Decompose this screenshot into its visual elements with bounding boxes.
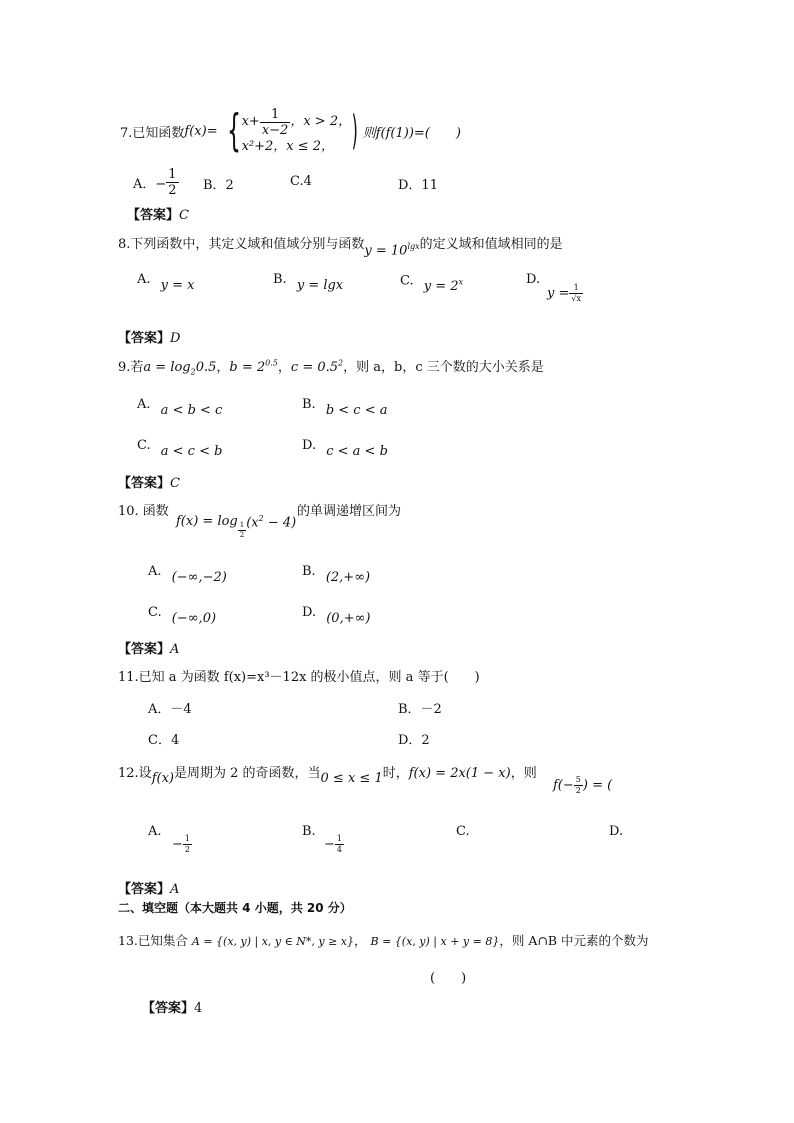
q10-option-c: C. (−∞,0) [148, 605, 217, 626]
q10-stem-b: 的单调递增区间为 [297, 504, 402, 519]
q11-stem: 11.已知 a 为函数 f(x)=x³－12x 的极小值点，则 a 等于( ) [118, 670, 480, 685]
q8-option-d: D. [526, 272, 541, 287]
q8-option-c: C. $y = 2^x$ [400, 273, 464, 295]
q8-option-d-formula: y = $\frac{1}{√x}$ [547, 283, 581, 303]
q10-stem-a: 10. 函数 [118, 504, 169, 519]
q11-option-c: C．4 [148, 733, 180, 748]
q10-answer: 【答案】A [118, 642, 180, 657]
q7-right-bar: ) [351, 107, 359, 154]
q12-stem: 12.设 f(x) 是周期为 2 的奇函数，当 0 ≤ x ≤ 1 时， f(x) = 2x(1 − x) ，则 [118, 766, 537, 786]
q12-option-c-label: C. [456, 824, 470, 839]
q10-option-b: B. (2,+∞) [302, 564, 371, 585]
q12-option-a-label: A. [148, 824, 162, 839]
q7-answer: 【答案】C [127, 208, 189, 223]
q8-option-b: B. y = lgx [273, 272, 344, 293]
q7-fx: f(x)= [184, 123, 218, 139]
q8-stem-formula: $y = 10^{lgx}$ [364, 242, 420, 259]
q11-option-a: A．－4 [148, 702, 192, 717]
q12-option-d-label: D. [609, 824, 624, 839]
q8-stem: 8.下列函数中，其定义域和值域分别与函数 $y = 10^{lgx}$ 的定义域和值域相同的是 [118, 237, 563, 259]
q7-option-a-fraction: $\frac{1}{2}$ [168, 167, 177, 198]
q12-option-a: − $\frac{1}{2}$ [172, 834, 190, 854]
q9-option-c: C. a < c < b [137, 438, 223, 459]
q7-case1: x+ $\frac{1}{x-2}$ ，x > 2， [241, 106, 352, 138]
q7-option-c: C.4 [290, 174, 312, 189]
q11-option-d: D．2 [398, 733, 430, 748]
q7-option-a: A．− $\frac{1}{2}$ [133, 167, 177, 198]
q12-answer: 【答案】A [118, 882, 180, 897]
q12-option-b-label: B. [302, 824, 316, 839]
q7-piecewise [220, 104, 363, 156]
q9-option-b: B. b < c < a [302, 397, 388, 418]
q7-option-d: D．11 [398, 178, 438, 193]
q10-option-d: D. (0,+∞) [302, 605, 371, 626]
q13-stem: 13.已知集合 A = {(x, y) | x, y ∈ N*, y ≥ x}， B = {(x, y) | x + y = 8}，则 A∩B 中元素的个数为 [118, 933, 649, 948]
q7-stem [120, 106, 461, 156]
q7-suffix: 则f(f(1))=( ) [362, 125, 461, 141]
q9-stem: 9.若$a = \log_20.5$，$b = 2^{0.5}$，$c = 0.5^2$，则 a，b，c 三个数的大小关系是 [118, 358, 544, 377]
q10-option-a: A. (−∞,−2) [148, 564, 227, 585]
q7-left-brace: { [226, 104, 241, 156]
q12-f-of-minus-five-halves: f(− $\frac{5}{2}$ ) = ( [553, 775, 613, 795]
section-title: 二、填空题（本大题共 4 小题，共 20 分） [118, 901, 352, 915]
q7-prefix: 7.已知函数 [120, 125, 185, 141]
q13-answer: 【答案】4 [142, 1001, 203, 1016]
q10-formula: f(x) = log $\frac{1}{2}$ $(x^2 - 4)$ [176, 514, 297, 539]
q11-option-b: B．－2 [398, 702, 442, 717]
q13-paren: ( ) [430, 971, 467, 986]
q9-answer: 【答案】C [118, 476, 180, 491]
q9-option-a: A. a < b < c [137, 397, 223, 418]
q7-case1-fraction: $\frac{1}{x-2}$ [261, 106, 289, 138]
q7-option-b: B．2 [203, 178, 234, 193]
q8-answer: 【答案】D [118, 331, 181, 346]
q8-option-a: A. y = x [137, 272, 195, 293]
q9-option-d: D. c < a < b [302, 438, 388, 459]
q7-case2: x²+2，x ≤ 2， [241, 138, 335, 154]
q12-option-b: − $\frac{1}{4}$ [324, 834, 342, 854]
